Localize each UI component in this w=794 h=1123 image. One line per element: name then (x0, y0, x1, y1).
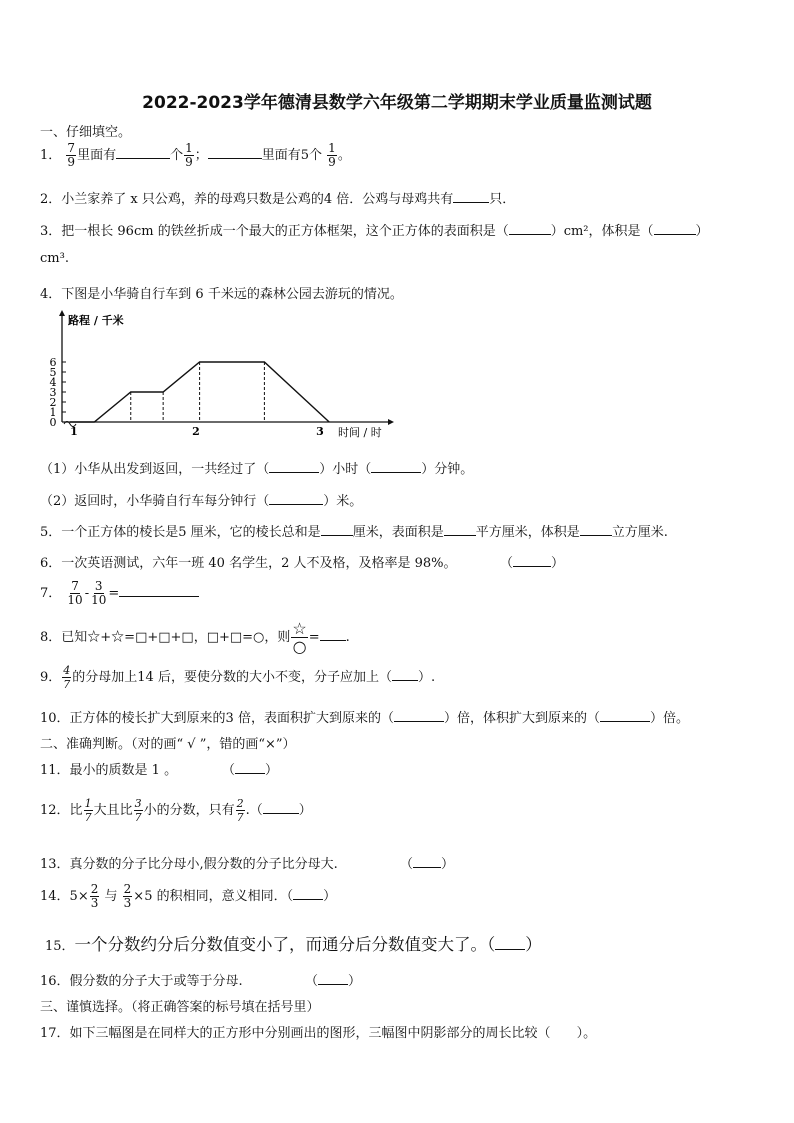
question-text: 一个正方体的棱长是5 厘米，它的棱长总和是 (61, 525, 321, 540)
question-text: 真分数的分子比分母小,假分数的分子比分母大. (69, 857, 338, 872)
question-5 (40, 521, 668, 540)
y-axis-arrow (59, 310, 65, 316)
y-tick-label: 0 (49, 416, 57, 429)
question-number: 4． (40, 287, 62, 302)
fraction-7-10: $\frac{7}{10}$ (67, 579, 83, 607)
x-tick-label: 1 (70, 425, 78, 438)
question-number: 9． (40, 670, 62, 685)
question-text: ）cm²，体积是（ (550, 224, 654, 239)
question-text: 把一根长 96cm 的铁丝折成一个最大的正方体框架，这个正方体的表面积是（ (61, 224, 509, 239)
question-text: （2）返回时，小华骑自行车每分钟行（ (40, 494, 270, 509)
question-number: 7． (40, 586, 62, 601)
fraction-3-10: $\frac{3}{10}$ (91, 579, 107, 607)
question-2 (40, 188, 515, 207)
question-3 (40, 220, 709, 239)
answer-blank[interactable] (580, 534, 612, 536)
q1-text: 个 (170, 148, 184, 163)
q1-text: 。 (337, 148, 351, 163)
fraction-7-9: $\frac{7}{9}$ (67, 141, 76, 169)
question-text: ）小时（ (319, 462, 372, 477)
question-number: 15． (45, 939, 75, 954)
question-text: 小兰家养了 x 只公鸡，养的母鸡只数是公鸡的4 倍．公鸡与母鸡共有 (61, 192, 454, 207)
answer-blank[interactable] (600, 720, 650, 722)
answer-blank[interactable] (551, 1036, 577, 1037)
fraction-1-9: $\frac{1}{9}$ (185, 141, 193, 169)
x-tick-label: 2 (192, 425, 200, 438)
minus-sign: - (84, 586, 90, 601)
question-1 (40, 142, 351, 169)
question-number: 16． (40, 974, 70, 989)
x-axis-arrow (388, 419, 394, 425)
answer-blank[interactable] (394, 720, 444, 722)
q1-text: 里面有5个 (261, 148, 323, 163)
question-text: ）. (417, 670, 436, 685)
question-text: 小的分数，只有 (143, 803, 235, 818)
q6-answer-bracket[interactable]: （ ） (500, 556, 565, 571)
question-text: ）。 (576, 1026, 597, 1041)
question-text: 假分数的分子大于或等于分母. (69, 974, 243, 989)
question-number: 12． (40, 803, 70, 818)
y-tick-label: 1 (49, 406, 57, 419)
question-4-1 (40, 458, 473, 477)
question-text: ）倍，体积扩大到原来的（ (443, 711, 600, 726)
y-tick-label: 2 (49, 396, 57, 409)
answer-blank[interactable] (453, 201, 489, 203)
question-text: 正方体的棱长扩大到原来的3 倍，表面积扩大到原来的（ (69, 711, 394, 726)
question-4-2 (40, 490, 362, 509)
answer-blank[interactable] (208, 157, 262, 159)
answer-blank[interactable] (509, 233, 551, 235)
q13-answer-bracket[interactable]: （ ） (400, 857, 455, 872)
question-number: 5． (40, 525, 62, 540)
q11-answer-bracket[interactable]: （ ） (222, 763, 279, 778)
answer-blank[interactable] (392, 679, 418, 681)
question-text: 下图是小华骑自行车到 6 千米远的森林公园去游玩的情况。 (61, 287, 403, 302)
question-text: ） (695, 224, 709, 239)
fraction-4-7: $\frac{4}{7}$ (63, 664, 71, 691)
question-text: ）倍。 (649, 711, 689, 726)
answer-blank[interactable] (321, 534, 353, 536)
q3-unit: cm³. (40, 251, 69, 266)
answer-blank[interactable] (269, 471, 319, 473)
answer-blank[interactable] (116, 157, 170, 159)
question-text: 如下三幅图是在同样大的正方形中分别画出的图形，三幅图中阴影部分的周长比较（ (69, 1026, 551, 1041)
question-number: 2． (40, 192, 62, 207)
equals-sign: = (308, 630, 320, 645)
question-text: 5× (69, 889, 89, 904)
distance-time-chart (40, 308, 400, 443)
y-axis-label: 路程 / 千米 (68, 314, 124, 327)
q1-text: 里面有 (77, 148, 117, 163)
question-number: 8． (40, 630, 62, 645)
fraction-1-9: $\frac{1}{9}$ (328, 141, 336, 169)
q16-answer-bracket[interactable]: （ ） (305, 974, 362, 989)
question-number: 17． (40, 1026, 70, 1041)
answer-blank[interactable] (320, 639, 346, 641)
q1-text: ； (194, 148, 208, 163)
question-text: 大且比 (93, 803, 133, 818)
y-tick-label: 3 (49, 386, 57, 399)
question-8 (40, 620, 350, 655)
question-number: 14． (40, 889, 70, 904)
answer-blank[interactable] (119, 595, 199, 597)
question-text: ）分钟。 (421, 462, 474, 477)
star-over-circle-fraction: $\frac{☆}{○}$ (292, 619, 307, 656)
question-15 (45, 931, 542, 955)
question-text: .（ (245, 803, 263, 818)
question-11 (40, 759, 177, 778)
section-1-heading: 一、仔细填空。 (40, 125, 132, 140)
question-number: 6． (40, 556, 62, 571)
question-17 (40, 1022, 596, 1041)
y-tick-label: 5 (49, 366, 57, 379)
question-text: 与 (104, 889, 118, 904)
question-16 (40, 970, 243, 989)
question-text: 立方厘米. (611, 525, 668, 540)
question-6 (40, 552, 457, 571)
question-text: . (345, 630, 350, 645)
question-number: 1． (40, 148, 62, 163)
y-tick-label: 6 (49, 356, 57, 369)
question-text: 只． (489, 192, 516, 207)
question-text: （1）小华从出发到返回，一共经过了（ (40, 462, 270, 477)
question-text: 厘米，表面积是 (352, 525, 444, 540)
answer-blank[interactable] (444, 534, 476, 536)
question-text: 的分母加上14 后，要使分数的大小不变，分子应加上（ (72, 670, 392, 685)
x-tick-label: 3 (316, 425, 324, 438)
x-axis-label: 时间 / 时 (338, 426, 382, 439)
question-text: ） (323, 889, 337, 904)
section-2-heading: 二、准确判断。（对的画“ √ ”，错的画“×”） (40, 737, 296, 752)
question-13 (40, 853, 338, 872)
fraction-1-7: $\frac{1}{7}$ (84, 797, 92, 824)
fraction-2-3: $\frac{2}{3}$ (90, 882, 99, 910)
question-text: ×5 的积相同，意义相同．（ (133, 889, 294, 904)
answer-blank[interactable] (263, 812, 299, 814)
fraction-2-3: $\frac{2}{3}$ (123, 882, 132, 910)
answer-blank[interactable] (269, 503, 323, 505)
fraction-2-7: $\frac{2}{7}$ (236, 797, 244, 824)
equals-sign: = (108, 586, 120, 601)
question-12 (40, 797, 312, 824)
answer-blank[interactable] (371, 471, 421, 473)
question-number: 3． (40, 224, 62, 239)
answer-blank[interactable] (293, 898, 323, 900)
question-number: 10． (40, 711, 70, 726)
question-10 (40, 707, 689, 726)
answer-blank[interactable] (654, 233, 696, 235)
answer-blank[interactable] (495, 948, 525, 950)
page-title: 2022-2023学年德清县数学六年级第二学期期末学业质量监测试题 (142, 93, 652, 113)
question-14 (40, 883, 336, 910)
fraction-3-7: $\frac{3}{7}$ (134, 797, 142, 824)
question-7 (40, 580, 199, 607)
question-text: ） (525, 935, 542, 954)
section-3-heading: 三、谨慎选择。（将正确答案的标号填在括号里） (40, 1000, 320, 1015)
question-text: ） (298, 803, 312, 818)
question-text: 最小的质数是 1 。 (69, 763, 178, 778)
question-text: 一个分数约分后分数值变小了，而通分后分数值变大了。（ (74, 935, 496, 954)
question-number: 13． (40, 857, 70, 872)
question-text: 比 (69, 803, 83, 818)
question-text: 已知☆+☆=□+□+□，□+□=○，则 (61, 630, 291, 645)
y-tick-label: 4 (49, 376, 57, 389)
question-9 (40, 664, 435, 691)
question-text: ）米。 (323, 494, 363, 509)
question-number: 11． (40, 763, 70, 778)
question-4 (40, 283, 403, 302)
question-text: 平方厘米，体积是 (475, 525, 580, 540)
question-text: 一次英语测试，六年一班 40 名学生，2 人不及格，及格率是 98%。 (61, 556, 457, 571)
